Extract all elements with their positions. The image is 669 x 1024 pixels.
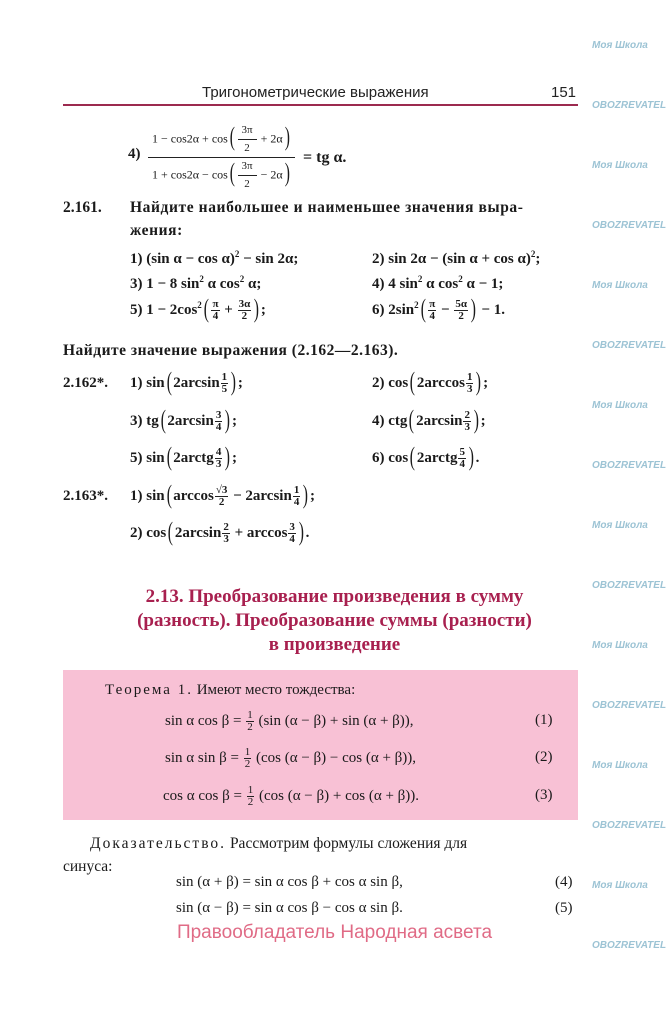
fraction xyxy=(458,447,466,470)
math-text: ; xyxy=(480,412,486,429)
parenthesis: ( xyxy=(203,293,209,323)
superscript: 2 xyxy=(458,274,463,284)
parenthesis: ( xyxy=(409,404,415,434)
fraction-denominator: 4 xyxy=(212,310,219,322)
fraction-denominator: 3 xyxy=(464,421,470,433)
fraction-denominator: 4 xyxy=(459,458,465,470)
formula-number: (2) xyxy=(535,749,553,765)
math-text: − xyxy=(437,301,454,318)
fraction-denominator: 2 xyxy=(247,796,254,808)
fraction xyxy=(221,372,229,395)
section-heading-line3: в произведение xyxy=(268,634,401,655)
math-text: α − 1; xyxy=(462,276,504,292)
math-text: cos α cos β = xyxy=(163,787,246,804)
proof-intro xyxy=(90,835,467,853)
parenthesis: ) xyxy=(225,441,231,471)
exercise-2163-number: 2.163*. xyxy=(63,488,108,504)
fraction xyxy=(244,747,252,770)
exercise-2163-item xyxy=(130,479,315,509)
math-text: 2arcsin xyxy=(167,412,214,429)
fraction-denominator: 4 xyxy=(293,496,300,508)
watermark-school: Моя Школа xyxy=(592,160,648,171)
fraction-numerator: 4 xyxy=(215,446,222,458)
fraction xyxy=(222,522,230,545)
math-text: 2arcsin xyxy=(173,374,220,391)
fraction xyxy=(238,161,257,190)
fraction-numerator: √3 xyxy=(215,484,228,496)
parenthesis: ) xyxy=(468,441,474,471)
math-text: + xyxy=(220,301,237,318)
fraction-numerator: 3 xyxy=(289,521,295,533)
running-header-title: Тригонометрические выражения xyxy=(202,84,429,101)
parenthesis: ( xyxy=(229,158,235,188)
superscript: 2 xyxy=(234,249,240,259)
watermark-school: Моя Школа xyxy=(592,280,648,291)
fraction-numerator: π xyxy=(429,298,436,310)
theorem-formula xyxy=(165,710,414,733)
math-text: + 2α xyxy=(257,131,283,146)
theorem-intro xyxy=(105,682,355,699)
math-text: 1) sin xyxy=(130,374,165,391)
math-text: sin α cos β = xyxy=(165,712,246,729)
header-rule xyxy=(63,104,578,106)
math-text: 2arcsin xyxy=(174,524,222,541)
superscript: 2 xyxy=(417,274,423,284)
math-text: ; xyxy=(231,449,237,466)
parenthesis: ) xyxy=(303,479,309,509)
watermark-brand: OBOZREVATEL xyxy=(592,220,667,231)
fraction xyxy=(463,410,471,433)
parenthesis: ) xyxy=(253,293,260,323)
watermark-brand: OBOZREVATEL xyxy=(592,100,667,111)
fraction xyxy=(238,125,257,154)
fraction-numerator: 3 xyxy=(215,409,222,421)
fraction xyxy=(211,299,219,322)
math-text: 3) tg xyxy=(130,412,159,429)
exercise-2162-item xyxy=(372,366,489,396)
math-text: 5) 1 − 2cos xyxy=(130,301,198,318)
copyright-footer: Правообладатель Народная асвета xyxy=(176,922,493,943)
math-text: ; xyxy=(260,301,266,318)
math-text: 2) cos xyxy=(130,524,167,541)
watermark-school: Моя Школа xyxy=(592,880,648,891)
watermark-brand: OBOZREVATEL xyxy=(592,340,667,351)
math-text: . xyxy=(475,449,480,466)
fraction xyxy=(454,299,468,322)
exercise-2161-text-cont: жения: xyxy=(130,222,183,239)
theorem-formula xyxy=(165,747,416,770)
watermark-school: Моя Школа xyxy=(592,520,648,531)
theorem-label: Теорема 1. xyxy=(105,682,193,698)
math-text: α; xyxy=(244,276,262,292)
exercise-2162-item xyxy=(372,404,486,434)
math-text: 4) 4 sin xyxy=(372,276,418,292)
math-text: 2arccos xyxy=(416,374,465,391)
fraction xyxy=(215,485,229,508)
fraction xyxy=(246,710,254,733)
watermark-brand: OBOZREVATEL xyxy=(592,460,667,471)
formula-number: (3) xyxy=(535,787,553,803)
fraction-numerator: 2 xyxy=(223,521,229,533)
theorem-text: Имеют место тождества: xyxy=(192,682,356,698)
math-text: 6) cos xyxy=(372,449,409,466)
exercise-2162-item xyxy=(130,404,237,434)
fraction-numerator: 1 xyxy=(247,709,253,721)
math-text: − sin 2α; xyxy=(239,251,299,267)
parenthesis: ( xyxy=(229,122,235,152)
fraction-denominator: 4 xyxy=(429,310,436,322)
parenthesis: ) xyxy=(284,158,290,188)
math-text: − 2α xyxy=(257,167,283,182)
item4-fraction xyxy=(148,122,347,190)
fraction-denominator: 2 xyxy=(244,758,251,770)
math-text: 1 + cos2α − cos xyxy=(152,167,228,182)
parenthesis: ( xyxy=(166,366,172,396)
fraction xyxy=(466,372,474,395)
parenthesis: ( xyxy=(160,404,166,434)
math-text: . xyxy=(305,524,310,541)
instruction-text: Найдите значение выражения (2.162—2.163). xyxy=(63,342,399,359)
theorem-formula xyxy=(163,785,419,808)
fraction-denominator: 3 xyxy=(223,533,229,545)
fraction-denominator: 4 xyxy=(215,421,222,433)
fraction-numerator: 3π xyxy=(238,125,257,140)
parenthesis: ) xyxy=(298,516,304,546)
proof-formula: sin (α − β) = sin α cos β − cos α sin β. xyxy=(176,900,403,916)
watermark-brand: OBOZREVATEL xyxy=(592,700,667,711)
exercise-2161-item xyxy=(130,274,261,293)
exercise-2163-item xyxy=(130,516,310,546)
fraction xyxy=(215,447,223,470)
item4-label: 4) xyxy=(128,146,141,162)
math-text: + arccos xyxy=(230,524,288,541)
math-text: ; xyxy=(237,374,243,391)
parenthesis: ) xyxy=(284,122,290,152)
math-text: 3) 1 − 8 sin xyxy=(130,276,200,292)
fraction xyxy=(428,299,436,322)
item4-numerator xyxy=(148,122,295,158)
math-text: 2arctg xyxy=(416,449,458,466)
superscript: 2 xyxy=(197,299,202,310)
math-text: − 1. xyxy=(477,301,505,318)
exercise-2162-item xyxy=(130,366,243,396)
parenthesis: ) xyxy=(473,404,479,434)
item4-rhs: = tg α. xyxy=(303,148,347,166)
fraction xyxy=(293,485,301,508)
fraction-numerator: 1 xyxy=(293,484,300,496)
superscript: 2 xyxy=(199,274,204,284)
fraction-denominator: 2 xyxy=(241,310,248,322)
fraction-numerator: 5 xyxy=(459,446,465,458)
math-text: 1) sin xyxy=(130,487,165,504)
section-heading-line2: (разность). Преобразование суммы (разности) xyxy=(137,610,532,631)
exercise-2161-item xyxy=(372,293,505,323)
fraction-numerator: 1 xyxy=(244,746,251,758)
exercise-2162-item xyxy=(130,441,237,471)
math-text: ; xyxy=(309,487,315,504)
proof-label: Доказательство. xyxy=(90,835,227,852)
exercise-2161-item xyxy=(372,274,503,293)
fraction-numerator: 5α xyxy=(455,298,467,310)
fraction-numerator: 1 xyxy=(466,371,473,383)
math-text: (sin (α − β) + sin (α + β)), xyxy=(254,712,414,729)
math-text: ; xyxy=(535,251,541,267)
parenthesis: ) xyxy=(476,366,482,396)
fraction-numerator: 2 xyxy=(464,409,470,421)
watermark-school: Моя Школа xyxy=(592,640,648,651)
math-text: (cos (α − β) − cos (α + β)), xyxy=(252,749,417,766)
parenthesis: ( xyxy=(409,441,416,471)
superscript: 2 xyxy=(239,274,245,284)
parenthesis: ) xyxy=(470,293,476,323)
formula-number: (5) xyxy=(555,900,573,916)
math-text: − 2arcsin xyxy=(229,487,292,504)
exercise-2161-item xyxy=(372,249,540,268)
page-number: 151 xyxy=(551,84,577,101)
parenthesis: ( xyxy=(166,479,172,509)
math-text: 2) sin 2α − (sin α + cos α) xyxy=(372,251,531,267)
parenthesis: ) xyxy=(230,366,237,396)
fraction-denominator: 2 xyxy=(218,496,225,508)
math-text: 5) sin xyxy=(130,449,165,466)
fraction xyxy=(288,522,296,545)
math-text: 1) (sin α − cos α) xyxy=(130,251,235,267)
fraction-denominator: 5 xyxy=(221,383,228,395)
section-heading-line1: 2.13. Преобразование произведения в сумму xyxy=(145,586,524,607)
fraction-denominator: 2 xyxy=(458,310,464,322)
math-text: ; xyxy=(232,412,237,429)
proof-text-cont: синуса: xyxy=(63,858,113,875)
proof-formula: sin (α + β) = sin α cos β + cos α sin β, xyxy=(176,874,403,890)
fraction-numerator: π xyxy=(212,298,219,310)
exercise-2161-item xyxy=(130,249,298,268)
formula-number: (1) xyxy=(535,712,553,728)
exercise-2161-text: Найдите наибольшее и наименьшее значения выра- xyxy=(130,199,524,216)
fraction-denominator: 4 xyxy=(289,533,295,545)
parenthesis: ( xyxy=(409,366,416,396)
fraction xyxy=(247,785,255,808)
superscript: 2 xyxy=(530,249,536,259)
watermark-school: Моя Школа xyxy=(592,400,648,411)
proof-text: Рассмотрим формулы сложения для xyxy=(226,835,468,852)
math-text: α cos xyxy=(203,276,240,292)
math-text: sin α sin β = xyxy=(165,749,243,766)
watermark-brand: OBOZREVATEL xyxy=(592,940,667,951)
math-text: 2) cos xyxy=(372,374,409,391)
fraction-denominator: 3 xyxy=(466,383,473,395)
exercise-2162-number: 2.162*. xyxy=(63,375,108,391)
math-text: 2arctg xyxy=(173,449,214,466)
formula-number: (4) xyxy=(555,874,573,890)
math-text: α cos xyxy=(422,276,459,292)
watermark-school: Моя Школа xyxy=(592,40,648,51)
math-text: ; xyxy=(483,374,489,391)
exercise-2161-number: 2.161. xyxy=(63,199,102,216)
math-text: 1 − cos2α + cos xyxy=(152,131,228,146)
exercise-2162-item xyxy=(372,441,480,471)
math-text: 4) ctg xyxy=(372,412,408,429)
watermark-brand: OBOZREVATEL xyxy=(592,580,667,591)
fraction-numerator: 1 xyxy=(247,784,254,796)
watermark-school: Моя Школа xyxy=(592,760,648,771)
fraction xyxy=(238,299,252,322)
item4-denominator xyxy=(152,158,291,190)
fraction-denominator: 2 xyxy=(247,721,253,733)
superscript: 2 xyxy=(414,299,419,310)
math-text: 2arcsin xyxy=(416,412,463,429)
fraction xyxy=(215,410,223,433)
parenthesis: ( xyxy=(167,516,174,546)
fraction-denominator: 3 xyxy=(215,458,222,470)
math-text: arccos xyxy=(173,487,214,504)
fraction-denominator: 2 xyxy=(244,142,250,154)
fraction-numerator: 3π xyxy=(238,161,257,176)
math-text: 6) 2sin xyxy=(372,301,415,318)
fraction-numerator: 3α xyxy=(238,298,251,310)
parenthesis: ( xyxy=(420,293,426,323)
fraction-denominator: 2 xyxy=(244,178,250,190)
math-text: (cos (α − β) + cos (α + β)). xyxy=(255,787,420,804)
fraction-numerator: 1 xyxy=(221,371,228,383)
exercise-2161-item xyxy=(130,293,266,323)
item4-big-fraction xyxy=(148,122,295,190)
watermark-brand: OBOZREVATEL xyxy=(592,820,667,831)
parenthesis: ( xyxy=(166,441,172,471)
parenthesis: ) xyxy=(225,404,231,434)
